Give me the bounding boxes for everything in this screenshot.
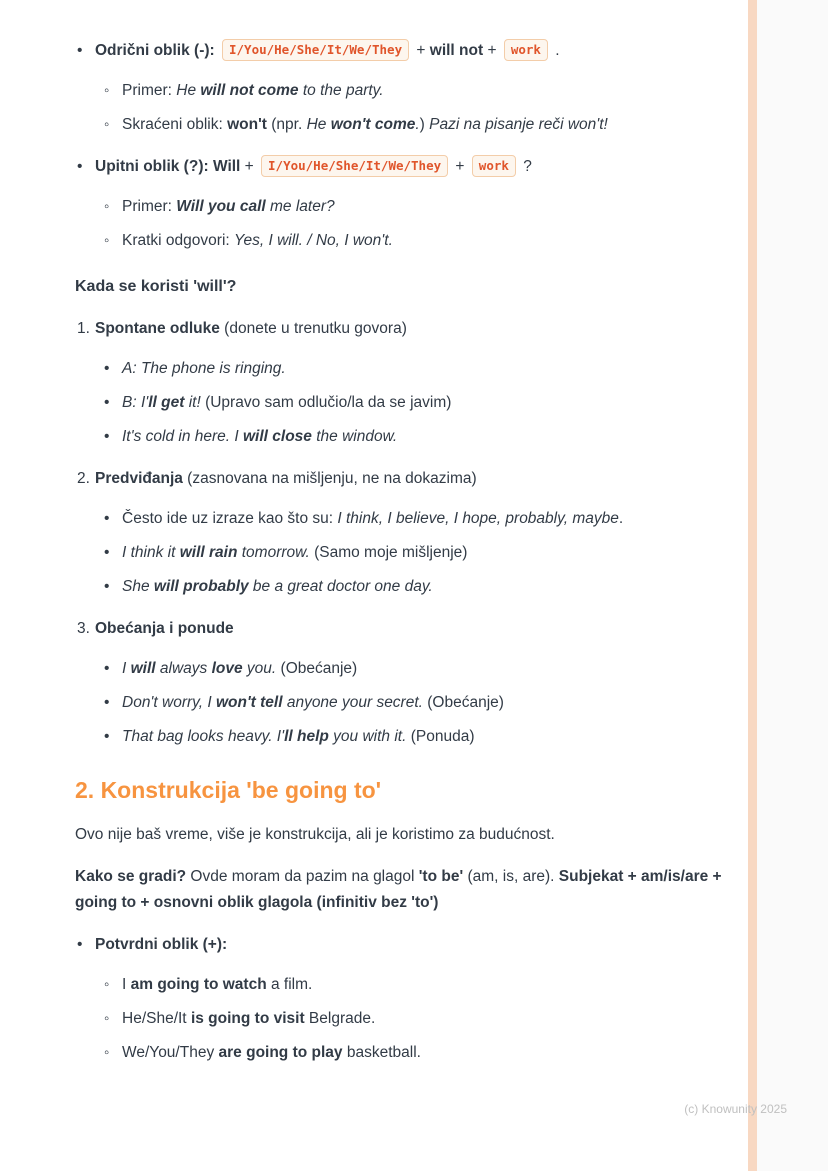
text-run: (Samo moje mišljenje) — [309, 544, 468, 561]
text-run: Yes, I will. / No, I won't. — [234, 232, 393, 249]
text-content — [122, 112, 730, 138]
text-run: He — [176, 82, 201, 99]
text-run: Don't worry, I — [122, 694, 216, 711]
text-run: Obećanja i ponude — [95, 620, 234, 637]
list-item — [102, 506, 730, 532]
bullet-marker: • — [77, 936, 83, 953]
list-item — [102, 540, 730, 566]
text-run: Često ide uz izraze kao što su: — [122, 510, 338, 527]
bullet-marker: ◦ — [104, 232, 110, 249]
text-run: anyone your secret. — [282, 694, 423, 711]
text-run: + — [483, 42, 501, 59]
text-run: am going to watch — [130, 976, 267, 993]
text-run: will not come — [200, 82, 299, 99]
text-content — [122, 356, 730, 382]
text-content — [122, 1006, 730, 1032]
text-run: Primer: — [122, 82, 177, 99]
list-item — [102, 656, 730, 682]
text-run: will probably — [153, 578, 249, 595]
text-run: you with it. — [328, 728, 407, 745]
list-item — [102, 194, 730, 220]
bullet-marker: ◦ — [104, 82, 110, 99]
text-run: Odrični oblik (-): — [95, 42, 219, 59]
text-run: Predviđanja — [95, 470, 183, 487]
text-content — [75, 278, 236, 295]
code-chip: work — [504, 39, 548, 61]
text-run: I think it — [122, 544, 180, 561]
text-run: He — [306, 116, 331, 133]
text-run: will not — [429, 42, 484, 59]
text-run: tomorrow. — [237, 544, 310, 561]
list-item — [102, 424, 730, 450]
text-run: I — [122, 976, 131, 993]
code-chip: I/You/He/She/It/We/They — [261, 155, 448, 177]
document-body — [75, 38, 730, 1074]
bullet-marker: ◦ — [104, 116, 110, 133]
text-run: She — [122, 578, 154, 595]
text-run: Skraćeni oblik: — [122, 116, 228, 133]
bullet-marker: • — [104, 510, 110, 527]
text-run: will rain — [179, 544, 238, 561]
text-run: + — [451, 158, 469, 175]
text-run: Kada se koristi 'will'? — [75, 278, 237, 295]
page-edge-stripe — [748, 0, 757, 1171]
list-item — [102, 574, 730, 600]
list-item — [102, 1040, 730, 1066]
text-run: to the party. — [298, 82, 384, 99]
subsection-heading — [75, 274, 730, 300]
text-run: (npr. — [266, 116, 307, 133]
list-item — [102, 78, 730, 104]
text-run: We/You/They — [122, 1044, 219, 1061]
page-right-margin — [757, 0, 828, 1171]
list-item — [75, 932, 730, 958]
text-run: He/She/It — [122, 1010, 191, 1027]
text-run: (Obećanje) — [422, 694, 504, 711]
text-content — [95, 38, 730, 64]
text-run: always — [155, 660, 212, 677]
bullet-marker: • — [104, 694, 110, 711]
text-run: B: I' — [122, 394, 149, 411]
text-run: . — [550, 42, 560, 59]
list-item — [102, 724, 730, 750]
list-item — [75, 38, 730, 64]
text-run: will — [130, 660, 156, 677]
text-content — [122, 690, 730, 716]
list-item — [75, 466, 730, 492]
list-item — [102, 356, 730, 382]
code-chip: I/You/He/She/It/We/They — [222, 39, 409, 61]
paragraph — [75, 864, 730, 916]
text-run: won't tell — [215, 694, 283, 711]
text-run: will close — [243, 428, 312, 445]
bullet-marker: ◦ — [104, 976, 110, 993]
text-run: Ovde moram da pazim na glagol — [186, 868, 419, 885]
text-run: Kako se gradi? — [75, 868, 187, 885]
text-content — [95, 316, 730, 342]
text-content — [122, 228, 730, 254]
list-item — [102, 390, 730, 416]
text-content — [75, 777, 381, 803]
bullet-marker: ◦ — [104, 1044, 110, 1061]
text-run: ) — [419, 116, 430, 133]
text-run: I think, I believe, I hope, probably, maybe — [337, 510, 619, 527]
text-run: Kratki odgovori: — [122, 232, 234, 249]
code-chip: work — [472, 155, 516, 177]
bullet-marker: • — [104, 578, 110, 595]
text-content — [122, 78, 730, 104]
text-run: ll get — [148, 394, 185, 411]
list-item — [102, 972, 730, 998]
text-run: It's cold in here. I — [122, 428, 243, 445]
list-item — [102, 112, 730, 138]
text-run: 2. Konstrukcija 'be going to' — [75, 777, 382, 803]
bullet-marker: • — [104, 428, 110, 445]
list-item — [75, 316, 730, 342]
text-run: . — [618, 510, 624, 527]
bullet-marker: • — [77, 42, 83, 59]
text-content — [122, 194, 730, 220]
text-run: love — [211, 660, 243, 677]
text-content — [95, 932, 730, 958]
text-run: me later? — [265, 198, 335, 215]
text-run: Belgrade. — [304, 1010, 376, 1027]
paragraph — [75, 822, 730, 848]
text-run: won't come — [330, 116, 416, 133]
text-run: is going to visit — [190, 1010, 305, 1027]
text-run: (zasnovana na mišljenju, ne na dokazima) — [182, 470, 477, 487]
text-content — [122, 574, 730, 600]
text-run: a film. — [266, 976, 313, 993]
text-content — [95, 466, 730, 492]
text-content — [95, 616, 730, 642]
text-run: (Upravo sam odlučio/la da se javim) — [200, 394, 452, 411]
text-run: Subjekat + am/is/are + going to + osnovni oblik glagola (infinitiv bez 'to') — [75, 868, 722, 911]
number-marker: 2. — [77, 470, 90, 487]
bullet-marker: • — [77, 158, 83, 175]
text-run: Spontane odluke — [95, 320, 220, 337]
list-item — [102, 228, 730, 254]
text-run: + — [240, 158, 259, 175]
text-run: ? — [518, 158, 532, 175]
bullet-marker: • — [104, 360, 110, 377]
text-run: ll help — [284, 728, 329, 745]
section-heading — [75, 774, 730, 806]
text-run: Will you call — [176, 198, 266, 215]
text-run: (Obećanje) — [276, 660, 358, 677]
text-run: Potvrdni oblik (+): — [95, 936, 228, 953]
text-content — [122, 390, 730, 416]
text-content — [122, 724, 730, 750]
text-run: (donete u trenutku govora) — [219, 320, 407, 337]
text-run: the window. — [311, 428, 398, 445]
list-item — [75, 154, 730, 180]
text-content — [122, 540, 730, 566]
text-run: Primer: — [122, 198, 177, 215]
text-run: be a great doctor one day. — [248, 578, 433, 595]
text-run: (Ponuda) — [406, 728, 475, 745]
text-run: you. — [242, 660, 277, 677]
bullet-marker: • — [104, 660, 110, 677]
list-item — [102, 1006, 730, 1032]
list-item — [75, 616, 730, 642]
text-content — [122, 1040, 730, 1066]
copyright-watermark: (c) Knowunity 2025 — [684, 1102, 787, 1116]
text-run: basketball. — [342, 1044, 421, 1061]
text-run: 'to be' — [418, 868, 464, 885]
list-item — [102, 690, 730, 716]
text-run: are going to play — [218, 1044, 343, 1061]
text-run: That bag looks heavy. I' — [122, 728, 285, 745]
bullet-marker: • — [104, 394, 110, 411]
text-run: Upitni oblik (?): Will — [95, 158, 241, 175]
text-run: A: The phone is ringing. — [122, 360, 286, 377]
text-content — [122, 424, 730, 450]
text-run: won't — [227, 116, 267, 133]
text-run: it! — [184, 394, 201, 411]
text-content — [75, 868, 722, 911]
text-run: Pazi na pisanje reči won't! — [429, 116, 608, 133]
text-run: I — [122, 660, 131, 677]
bullet-marker: • — [104, 728, 110, 745]
text-run: (am, is, are). — [463, 868, 559, 885]
bullet-marker: ◦ — [104, 1010, 110, 1027]
bullet-marker: • — [104, 544, 110, 561]
text-run: Ovo nije baš vreme, više je konstrukcija, ali je koristimo za budućnost. — [75, 826, 555, 843]
text-content — [75, 826, 555, 843]
text-content — [122, 506, 730, 532]
bullet-marker: ◦ — [104, 198, 110, 215]
number-marker: 1. — [77, 320, 90, 337]
text-run: + — [412, 42, 430, 59]
text-content — [122, 972, 730, 998]
text-content — [95, 154, 730, 180]
number-marker: 3. — [77, 620, 90, 637]
text-content — [122, 656, 730, 682]
text-run: . — [415, 116, 420, 133]
